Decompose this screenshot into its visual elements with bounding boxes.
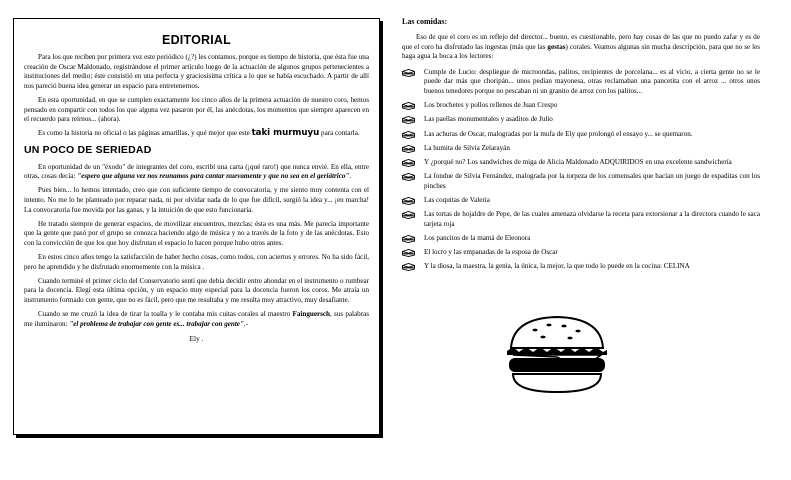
list-item-text: La humita de Silvia Zelarayán [424,143,510,152]
comidas-section [402,17,760,276]
list-item [402,248,760,258]
bullet-icon [402,248,424,257]
list-item [402,68,760,97]
list-item-text: Los brochetes y pollos rellenos de Juan Crespo [424,101,558,110]
list-item-text: Las coquitas de Valeria [424,195,490,204]
list-item [402,158,760,168]
hamburger-illustration [503,314,611,401]
bullet-icon [402,101,424,110]
comidas-intro-text: Eso de que el coro es un reflejo del director... bueno, es cuestionable, pero hay cosas de las que no puedo zafar y es de que el coro ha disfrutado las ingestas (más que las [402,33,760,51]
seriedad-text: .- [243,319,249,328]
list-item [402,210,760,229]
bullet-icon [402,196,424,205]
seriedad-quote: "el problema de trabajar con gente es... trabajar con gente" [69,319,244,328]
seriedad-text: Cuando se me cruzó la idea de tirar la toalla y le contaba mis cuitas corales al maestro [38,310,291,319]
list-item [402,262,760,272]
list-item-text: Y ¿porqué no? Los sandwiches de miga de Alicia Maldonado ADQUIRIDOS en una excelente sandwichería [424,157,732,166]
seriedad-paragraph: He tratado siempre de generar espacios, de movilizar encuentros, mezclas; ésta es una más. Me parecía importante que la gente que pasó por el grupo se conozca haciendo algo de música y no a través de la foto y de las anécdotas. Esto con la convicción de que los que hoy disfrutan el espacio lo hacen porque hubo otros antes. [24,219,369,247]
comidas-heading: Las comidas: [402,17,448,26]
list-item [402,234,760,244]
seriedad-paragraph [24,310,369,329]
brand-name: taki murmuyu [251,128,320,139]
seriedad-text: . [349,172,352,181]
maestro-name: Fainguersch [292,310,330,319]
editorial-text: Es como la historia no oficial o las páginas amarillas, y qué mejor que este [38,129,250,138]
seriedad-quote: "espero que alguna vez nos reunamos para cantar nuevamente y que no sea en el geriátrico" [77,172,350,181]
editorial-paragraph: En esta oportunidad, en que se cumplen exactamente los cinco años de la primera actuación de nuestro coro, hemos pensado en compartir con todos los que alguna vez pasaron por él, las anécdotas, los momentos que siempre aparecen en el recuerdo para reírnos... (ahora). [24,95,369,124]
food-list [402,68,760,272]
editorial-text: para contarla. [321,129,360,138]
seriedad-text: En oportunidad de un "éxodo" de integrantes del coro, escribí una carta (¡qué raro!) que nunca envié. En ella, entre otras, cosas decía: [24,162,369,181]
list-item [402,196,760,206]
section-title: UN POCO DE SERIEDAD [24,143,152,156]
editorial-paragraph: Para los que reciben por primera vez este periódico (¿?) les contamos, porque es tiempo de historia, que ésta fue una creación de Oscar Maldonado, registrándose el primer artículo luego de la actuación de algunos grupos pertenecientes a instituciones del medio; éste consistió en una perfecta y graciosísima crítica a lo que se había escuchado. A partir de allí nos pareció buena idea generar un espacio para entretenernos. [24,53,369,90]
seriedad-text: , sus palabras me iluminaron: [24,310,369,328]
bullet-icon [402,158,424,167]
bullet-icon [402,262,424,271]
list-item [402,172,760,191]
comidas-intro [402,33,760,62]
editorial-paragraph [24,129,369,139]
seriedad-paragraph [24,163,369,182]
list-item-text: Las achuras de Oscar, malogradas por la mufa de Ely que prolongó el ensayo y... se quemaron. [424,129,693,138]
list-item-text: La fondue de Silvia Fernández, malograda por la torpeza de los comensales que hacían un juego de espaditas con los pinches [424,172,760,190]
bullet-icon [402,210,424,219]
hamburger-icon [503,314,611,396]
editorial-title: EDITORIAL [162,33,231,47]
list-item-text: Cumple de Lucio: despliegue de microondas, palitos, recipientes de porcelana... es al vicio, a cierta gente no se le puede dar más que choripán... unos pedían mayonesa, otras reclamaban una pancetita con el arroz ... otros unos buenos tenedores porque no pescaban ni un granito de arroz con los palitos... [424,67,760,95]
comidas-intro-text: ) corales. Veamos algunas sin mucha descripción, para que no se les haga agua la boca a los lectores: [402,42,761,61]
bullet-icon [402,172,424,181]
comidas-intro-bold: gestas [547,42,566,51]
seriedad-paragraph: Pues bien... lo hemos intentado, creo que con suficiente tiempo de convocatoria, y me siento muy contenta con el intento. No me lo he planteado por reparar nada, ni por olvidar nada de lo que fue difícil, surgió la idea y... ¡en marcha! La convocatoria fue movida por las ganas, y la intuición de que esto funcionaría. [24,186,369,214]
bullet-icon [402,68,424,77]
bullet-icon [402,234,424,243]
list-item [402,101,760,111]
list-item [402,144,760,154]
signature: Ely . [189,334,204,343]
list-item-text: El locro y las empanadas de la esposa de Oscar [424,248,558,257]
editorial-box [13,18,380,435]
list-item [402,130,760,140]
list-item-text: Las tortas de hojaldre de Pepe, de las cuales amenaza olvidarse la receta para extorsionar a la directora cuando le saca tarjeta roja [424,210,760,228]
seriedad-paragraph: En estos cinco años tengo la satisfacción de haber hecho cosas, como todos, con aciertos y errores. No ha sido fácil, pero he aprendido y he disfrutado enormemente con la música . [24,253,369,271]
list-item-text: Las paellas monumentales y asaditos de Julio [424,115,553,124]
list-item-text: Los pancitos de la mamá de Eleonora [424,233,531,242]
bullet-icon [402,144,424,153]
bullet-icon [402,130,424,139]
list-item [402,115,760,125]
bullet-icon [402,115,424,124]
list-item-text: Y la diosa, la maestra, la genia, la única, la mejor, la que todo lo puede en la cocina: CELINA [424,262,690,271]
seriedad-paragraph: Cuando terminé el primer ciclo del Conservatorio sentí que debía decidir entre abondar en el instrumento o rumbear para la docencia. Elegí esta última opción, y un espacio muy especial para la docencia fueron los coros. Me atraía un instrumento formado con gente, que no es fácil, pero que me resultaba y me resulta muy atractivo, muy desafiante. [24,276,369,305]
